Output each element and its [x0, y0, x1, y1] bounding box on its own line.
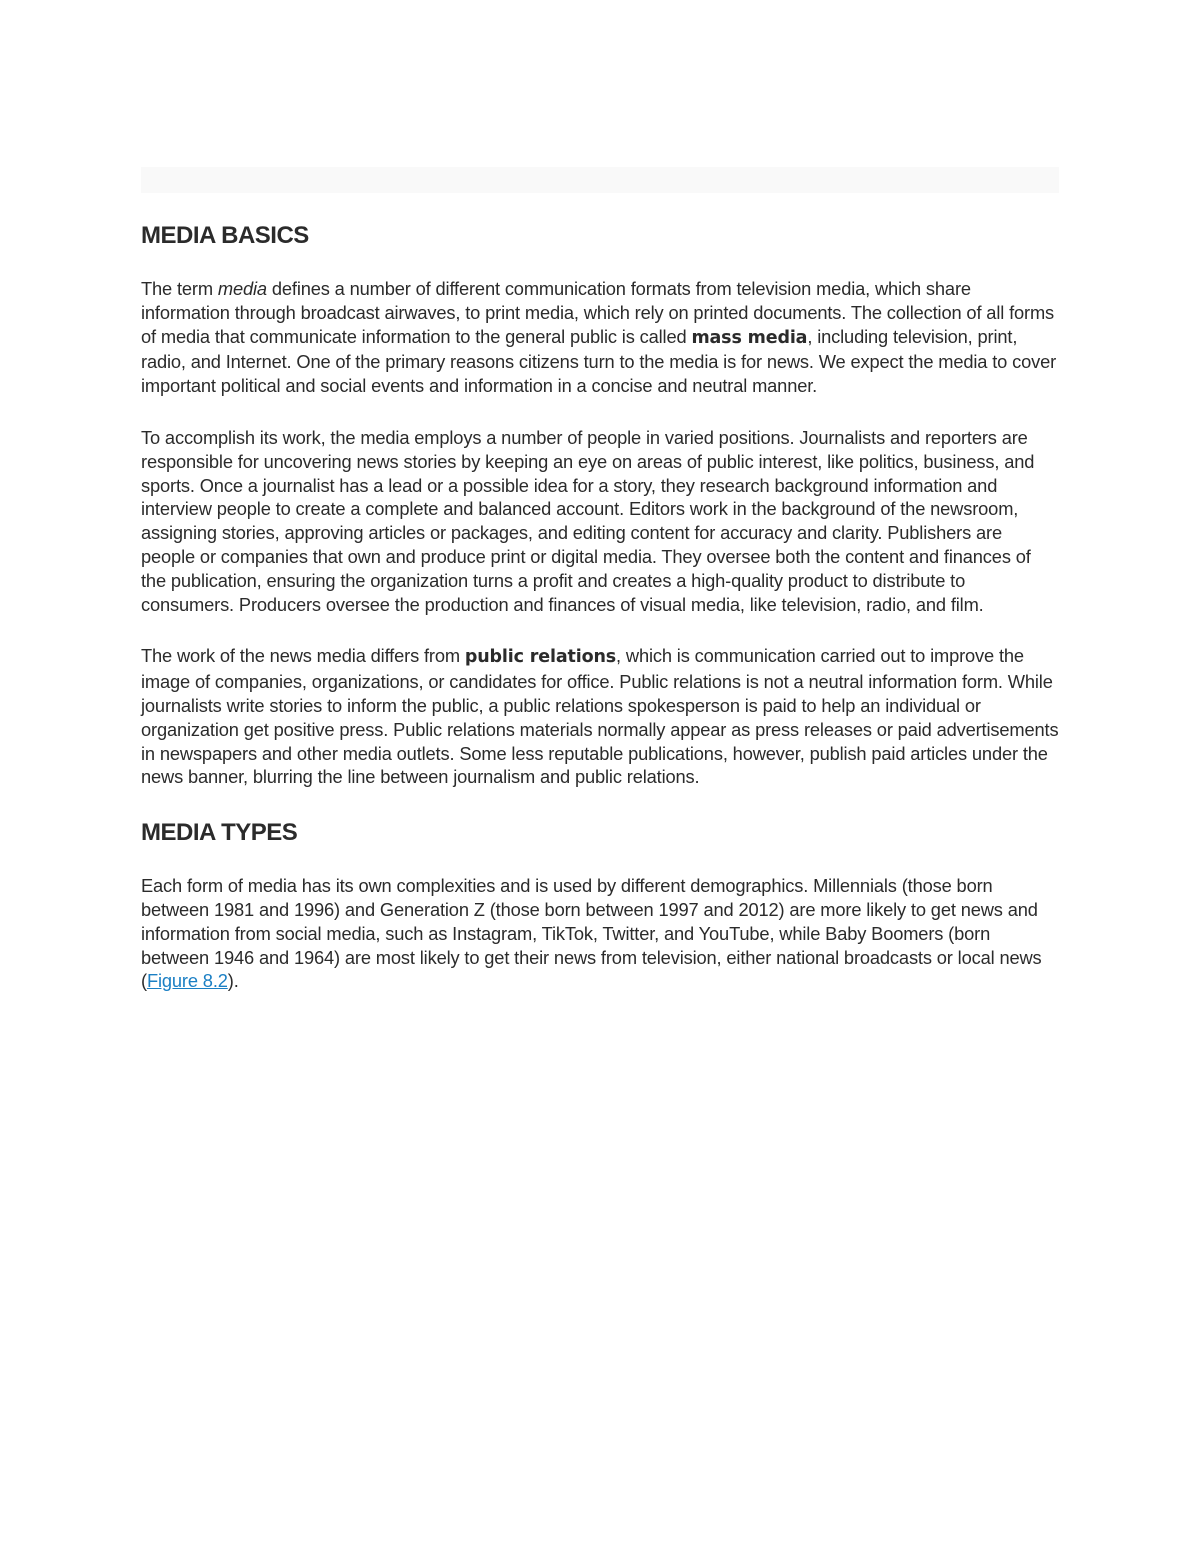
- figure-link[interactable]: Figure 8.2: [146, 970, 228, 992]
- text-run: , including television, print, radio, and Internet. One of the primary reasons citizens turn to the media is for news. We expect the media to cover important political and social events and information in a concise and neutral manner.: [141, 325, 1057, 397]
- text-run: Each form of media has its own complexities and is used by different demographics. Millennials (those born between 1981 and 1996) and Generation Z (those born between 1997 and 2012) are more likely to get news and information from social media, such as Instagram, TikTok, Twitter, and YouTube, while Baby Boomers (born between 1946 and 1964) are most likely to get their news from television, either national broadcasts or local news (: [141, 875, 1042, 992]
- keyword-public-relations: public relations: [464, 647, 617, 668]
- paragraph-media-definition: [141, 277, 1059, 398]
- keyword-mass-media: mass media: [691, 327, 808, 348]
- text-run: The term: [141, 278, 218, 299]
- text-run: The work of the news media differs from: [141, 645, 465, 667]
- top-band: [141, 167, 1059, 193]
- paragraph-media-roles: To accomplish its work, the media employs a number of people in varied positions. Journalists and reporters are responsible for uncovering news stories by keeping an eye on areas of public interest, like politics, business, and sports. Once a journalist has a lead or a possible idea for a story, they research background information and interview people to create a complete and balanced account. Editors work in the background of the newsroom, assigning stories, approving articles or packages, and editing content for accuracy and clarity. Publishers are people or companies that own and produce print or digital media. They oversee both the content and finances of the publication, ensuring the organization turns a profit and creates a high-quality product to distribute to consumers. Producers oversee the production and finances of visual media, like television, radio, and film.: [141, 426, 1035, 615]
- section-heading-media-basics: MEDIA BASICS: [141, 222, 309, 249]
- term-media: media: [217, 278, 267, 299]
- paragraph-media-demographics: [141, 874, 1059, 993]
- text-run: , which is communication carried out to improve the image of companies, organizations, or candidates for office. Public relations is not a neutral information form. While journalists write stories to inform the public, a public relations spokesperson is paid to help an individual or organization get positive press. Public relations materials normally appear as press releases or paid advertisements in newspapers and other media outlets. Some less reputable publications, however, publish paid articles under the news banner, blurring the line between journalism and public relations.: [141, 645, 1059, 788]
- text-run: defines a number of different communication formats from television media, which share information through broadcast airwaves, to print media, which rely on printed documents. The collection of all forms of media that communicate information to the general public is called: [141, 278, 1055, 347]
- paragraph-public-relations: [141, 644, 1059, 789]
- section-heading-media-types: MEDIA TYPES: [141, 819, 298, 847]
- text-run: ).: [227, 970, 239, 992]
- document-body: [141, 222, 1059, 993]
